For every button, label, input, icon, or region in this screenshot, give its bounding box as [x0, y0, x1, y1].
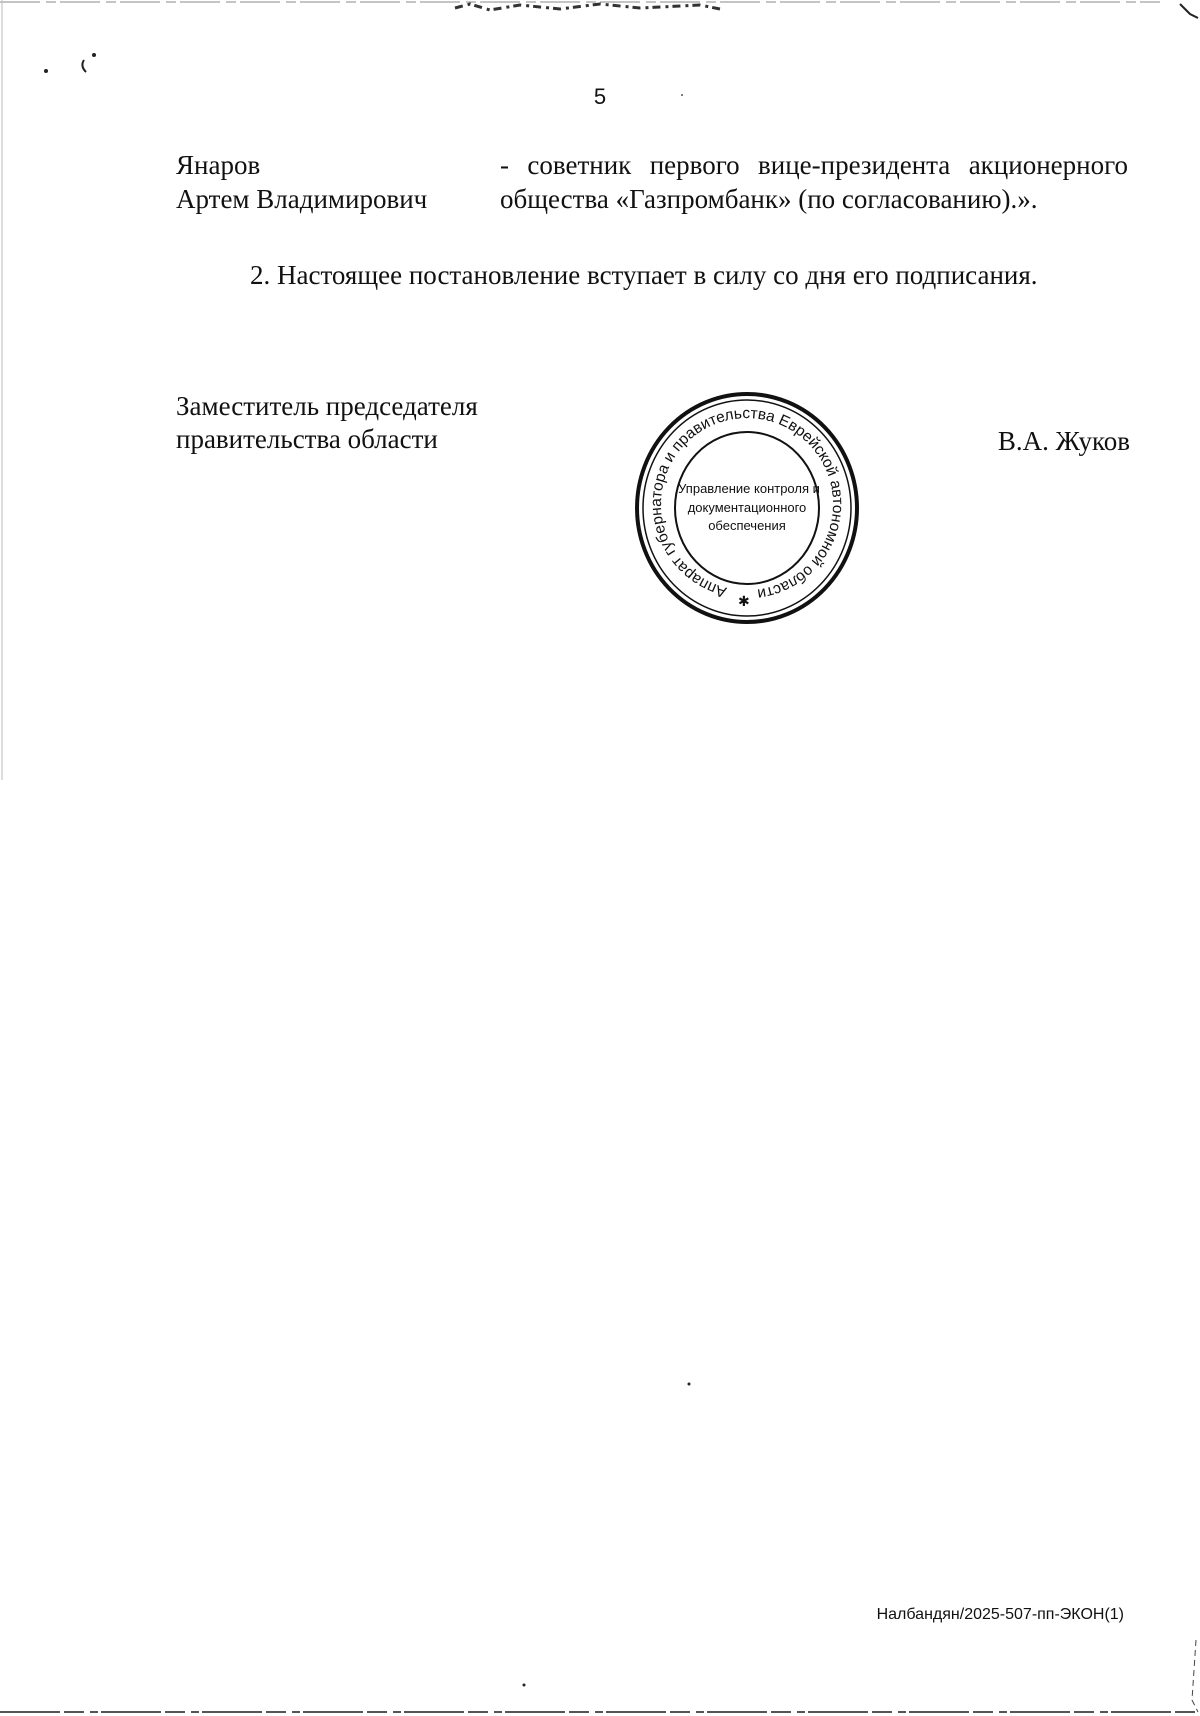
seal-center-line-3: обеспечения	[708, 518, 786, 533]
signer-title-line-1: Заместитель председателя	[176, 391, 478, 421]
seal-center-line-1: Управление контроля и	[678, 481, 820, 496]
member-surname: Янаров	[176, 150, 261, 180]
seal-ring-text-path: Аппарат губернатора и правительства Еврейской автономной области	[647, 405, 847, 603]
seal-center-line-2: документационного	[687, 500, 807, 515]
clause-2-paragraph: 2. Настоящее постановление вступает в силу со дня его подписания.	[250, 260, 1038, 290]
speck	[92, 53, 96, 57]
document-reference: Налбандян/2025-507-пп-ЭКОН(1)	[876, 1606, 1124, 1623]
signer-title-line-2: правительства области	[176, 424, 438, 454]
signer-name: В.А. Жуков	[997, 426, 1130, 456]
member-role-line-2: общества «Газпромбанк» (по согласованию).».	[500, 184, 1038, 214]
member-given-names: Артем Владимирович	[176, 184, 428, 214]
signer-title	[176, 390, 556, 456]
top-right-corner-mark	[1180, 4, 1198, 18]
page-number: 5	[593, 84, 607, 109]
member-name	[176, 148, 476, 216]
official-seal	[632, 390, 862, 626]
seal-star: ✱	[738, 594, 750, 610]
bottom-right-corner-mark	[1192, 1640, 1198, 1712]
speck	[44, 69, 48, 73]
speck-mark	[82, 60, 86, 72]
speck	[523, 1684, 526, 1687]
speck	[688, 1383, 691, 1386]
member-role	[500, 148, 1128, 216]
top-smudge	[455, 4, 720, 10]
member-role-line-1: - советник первого вице-президента акционерного	[500, 150, 1128, 180]
